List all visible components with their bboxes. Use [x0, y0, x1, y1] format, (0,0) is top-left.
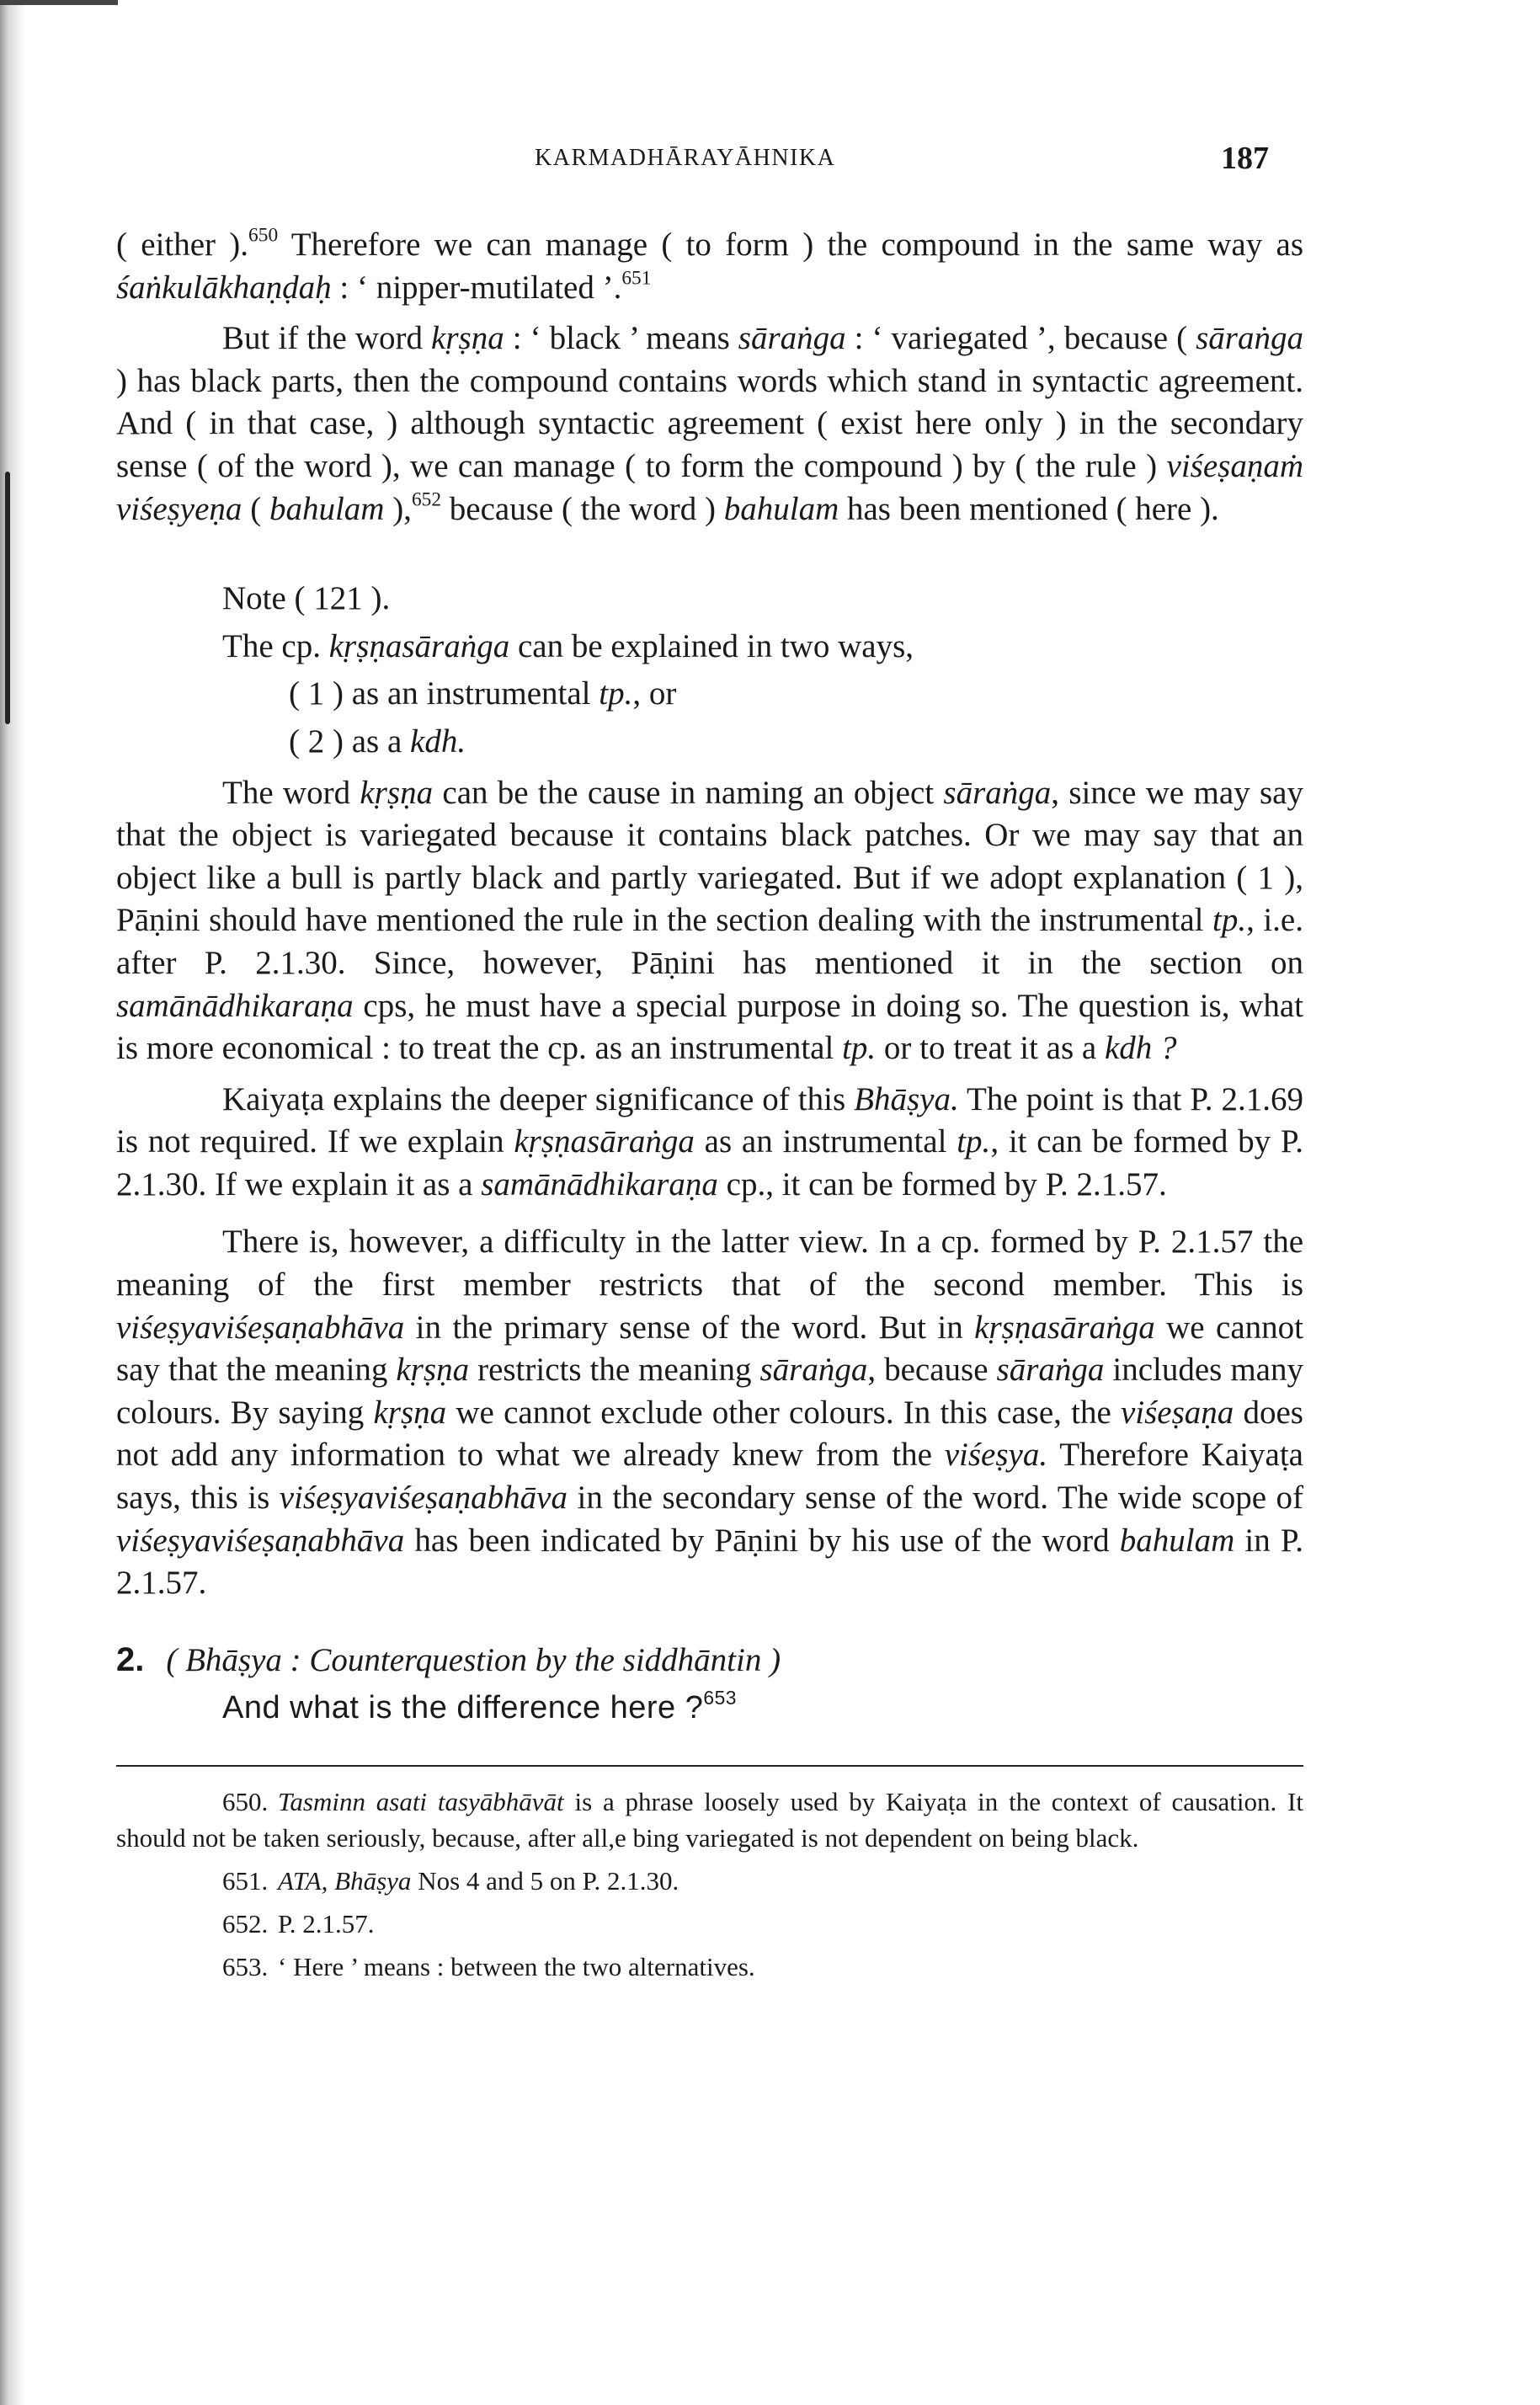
- footnotes: [116, 1784, 1303, 1985]
- note-list-item: ( 2 ) as a kdh.: [289, 723, 466, 760]
- footnote-ref[interactable]: 650: [248, 224, 279, 247]
- note-list-item: ( 1 ) as an instrumental tp., or: [289, 675, 677, 712]
- paragraph: ( either ).$^{650}$ Therefore we can manage ( to form ) the compound in the same way as śaṅkulākhaṇḍaḥ : ‘ nipper-mutilated ’.$^{651}$: [116, 224, 1303, 306]
- footnote: 650. Tasminn asati tasyābhāvāt is a phrase loosely used by Kaiyaṭa in the context of causation. It should not be taken seriously, because, after all,e bing variegated is not dependent on being black.: [116, 1787, 1303, 1853]
- main-text: [116, 224, 1303, 1992]
- section-text: And what is the difference here ?$^{653}$: [222, 1687, 737, 1726]
- section-heading: [116, 1639, 1303, 1682]
- footnote: 652. P. 2.1.57.: [222, 1909, 375, 1938]
- section-title: ( Bhāṣya : Counterquestion by the siddhāntin ): [166, 1641, 781, 1678]
- footnote-ref[interactable]: 651: [621, 267, 652, 290]
- footnote-ref[interactable]: 653: [703, 1687, 737, 1709]
- note-intro: The cp. kṛṣṇasāraṅga can be explained in two ways,: [222, 627, 914, 664]
- footnote-ref[interactable]: 652: [411, 488, 442, 511]
- footnote-rule: [116, 1765, 1303, 1767]
- page-number: 187: [1221, 141, 1269, 176]
- section-number: 2.: [116, 1640, 145, 1678]
- paragraph: Kaiyaṭa explains the deeper significance of this Bhāṣya. The point is that P. 2.1.69 is not required. If we explain kṛṣṇasāraṅga as an instrumental tp., it can be formed by P. 2.1.30. If we explain it as a samānādhikaraṇa cp., it can be formed by P. 2.1.57.: [116, 1080, 1303, 1202]
- note-heading: Note ( 121 ).: [222, 580, 391, 617]
- scan-binding-shadow: [0, 0, 25, 2405]
- footnote: 651. ATA, Bhāṣya Nos 4 and 5 on P. 2.1.30.: [222, 1866, 679, 1896]
- paragraph: But if the word kṛṣṇa : ‘ black ’ means sāraṅga : ‘ variegated ’, because ( sāraṅga ) has black parts, then the compound contains words which stand in syntactic agreement. And ( in that case, ) although syntactic agreement ( exist here only ) in the secondary sense ( of the word ), we can manage ( to form the compound ) by ( the rule ) viśeṣaṇaṁ viśeṣyeṇa ( bahulam ),$^{652}$ because ( the word ) bahulam has been mentioned ( here ).: [116, 320, 1303, 527]
- footnote: 653. ‘ Here ’ means : between the two alternatives.: [222, 1952, 755, 1981]
- paragraph: The word kṛṣṇa can be the cause in naming an object sāraṅga, since we may say that the object is variegated because it contains black patches. Or we may say that an object like a bull is partly black and partly variegated. But if we adopt explanation ( 1 ), Pāṇini should have mentioned the rule in the section dealing with the instrumental tp., i.e. after P. 2.1.30. Since, however, Pāṇini has mentioned it in the section on samānādhikaraṇa cps, he must have a special purpose in doing so. The question is, what is more economical : to treat the cp. as an instrumental tp. or to treat it as a kdh ?: [116, 774, 1303, 1067]
- paragraph: There is, however, a difficulty in the latter view. In a cp. formed by P. 2.1.57 the meaning of the first member restricts that of the second member. This is viśeṣyaviśeṣaṇabhāva in the primary sense of the word. But in kṛṣṇasāraṅga we cannot say that the meaning kṛṣṇa restricts the meaning sāraṅga, because sāraṅga includes many colours. By saying kṛṣṇa we cannot exclude other colours. In this case, the viśeṣaṇa does not add any information to what we already knew from the viśeṣya. Therefore Kaiyaṭa says, this is viśeṣyaviśeṣaṇabhāva in the secondary sense of the word. The wide scope of viśeṣyaviśeṣaṇabhāva has been indicated by Pāṇini by his use of the word bahulam in P. 2.1.57.: [116, 1224, 1304, 1602]
- scan-binding-mark: [5, 472, 10, 724]
- scan-top-mark: [0, 0, 118, 5]
- running-head: KARMADHĀRAYĀHNIKA: [535, 145, 836, 171]
